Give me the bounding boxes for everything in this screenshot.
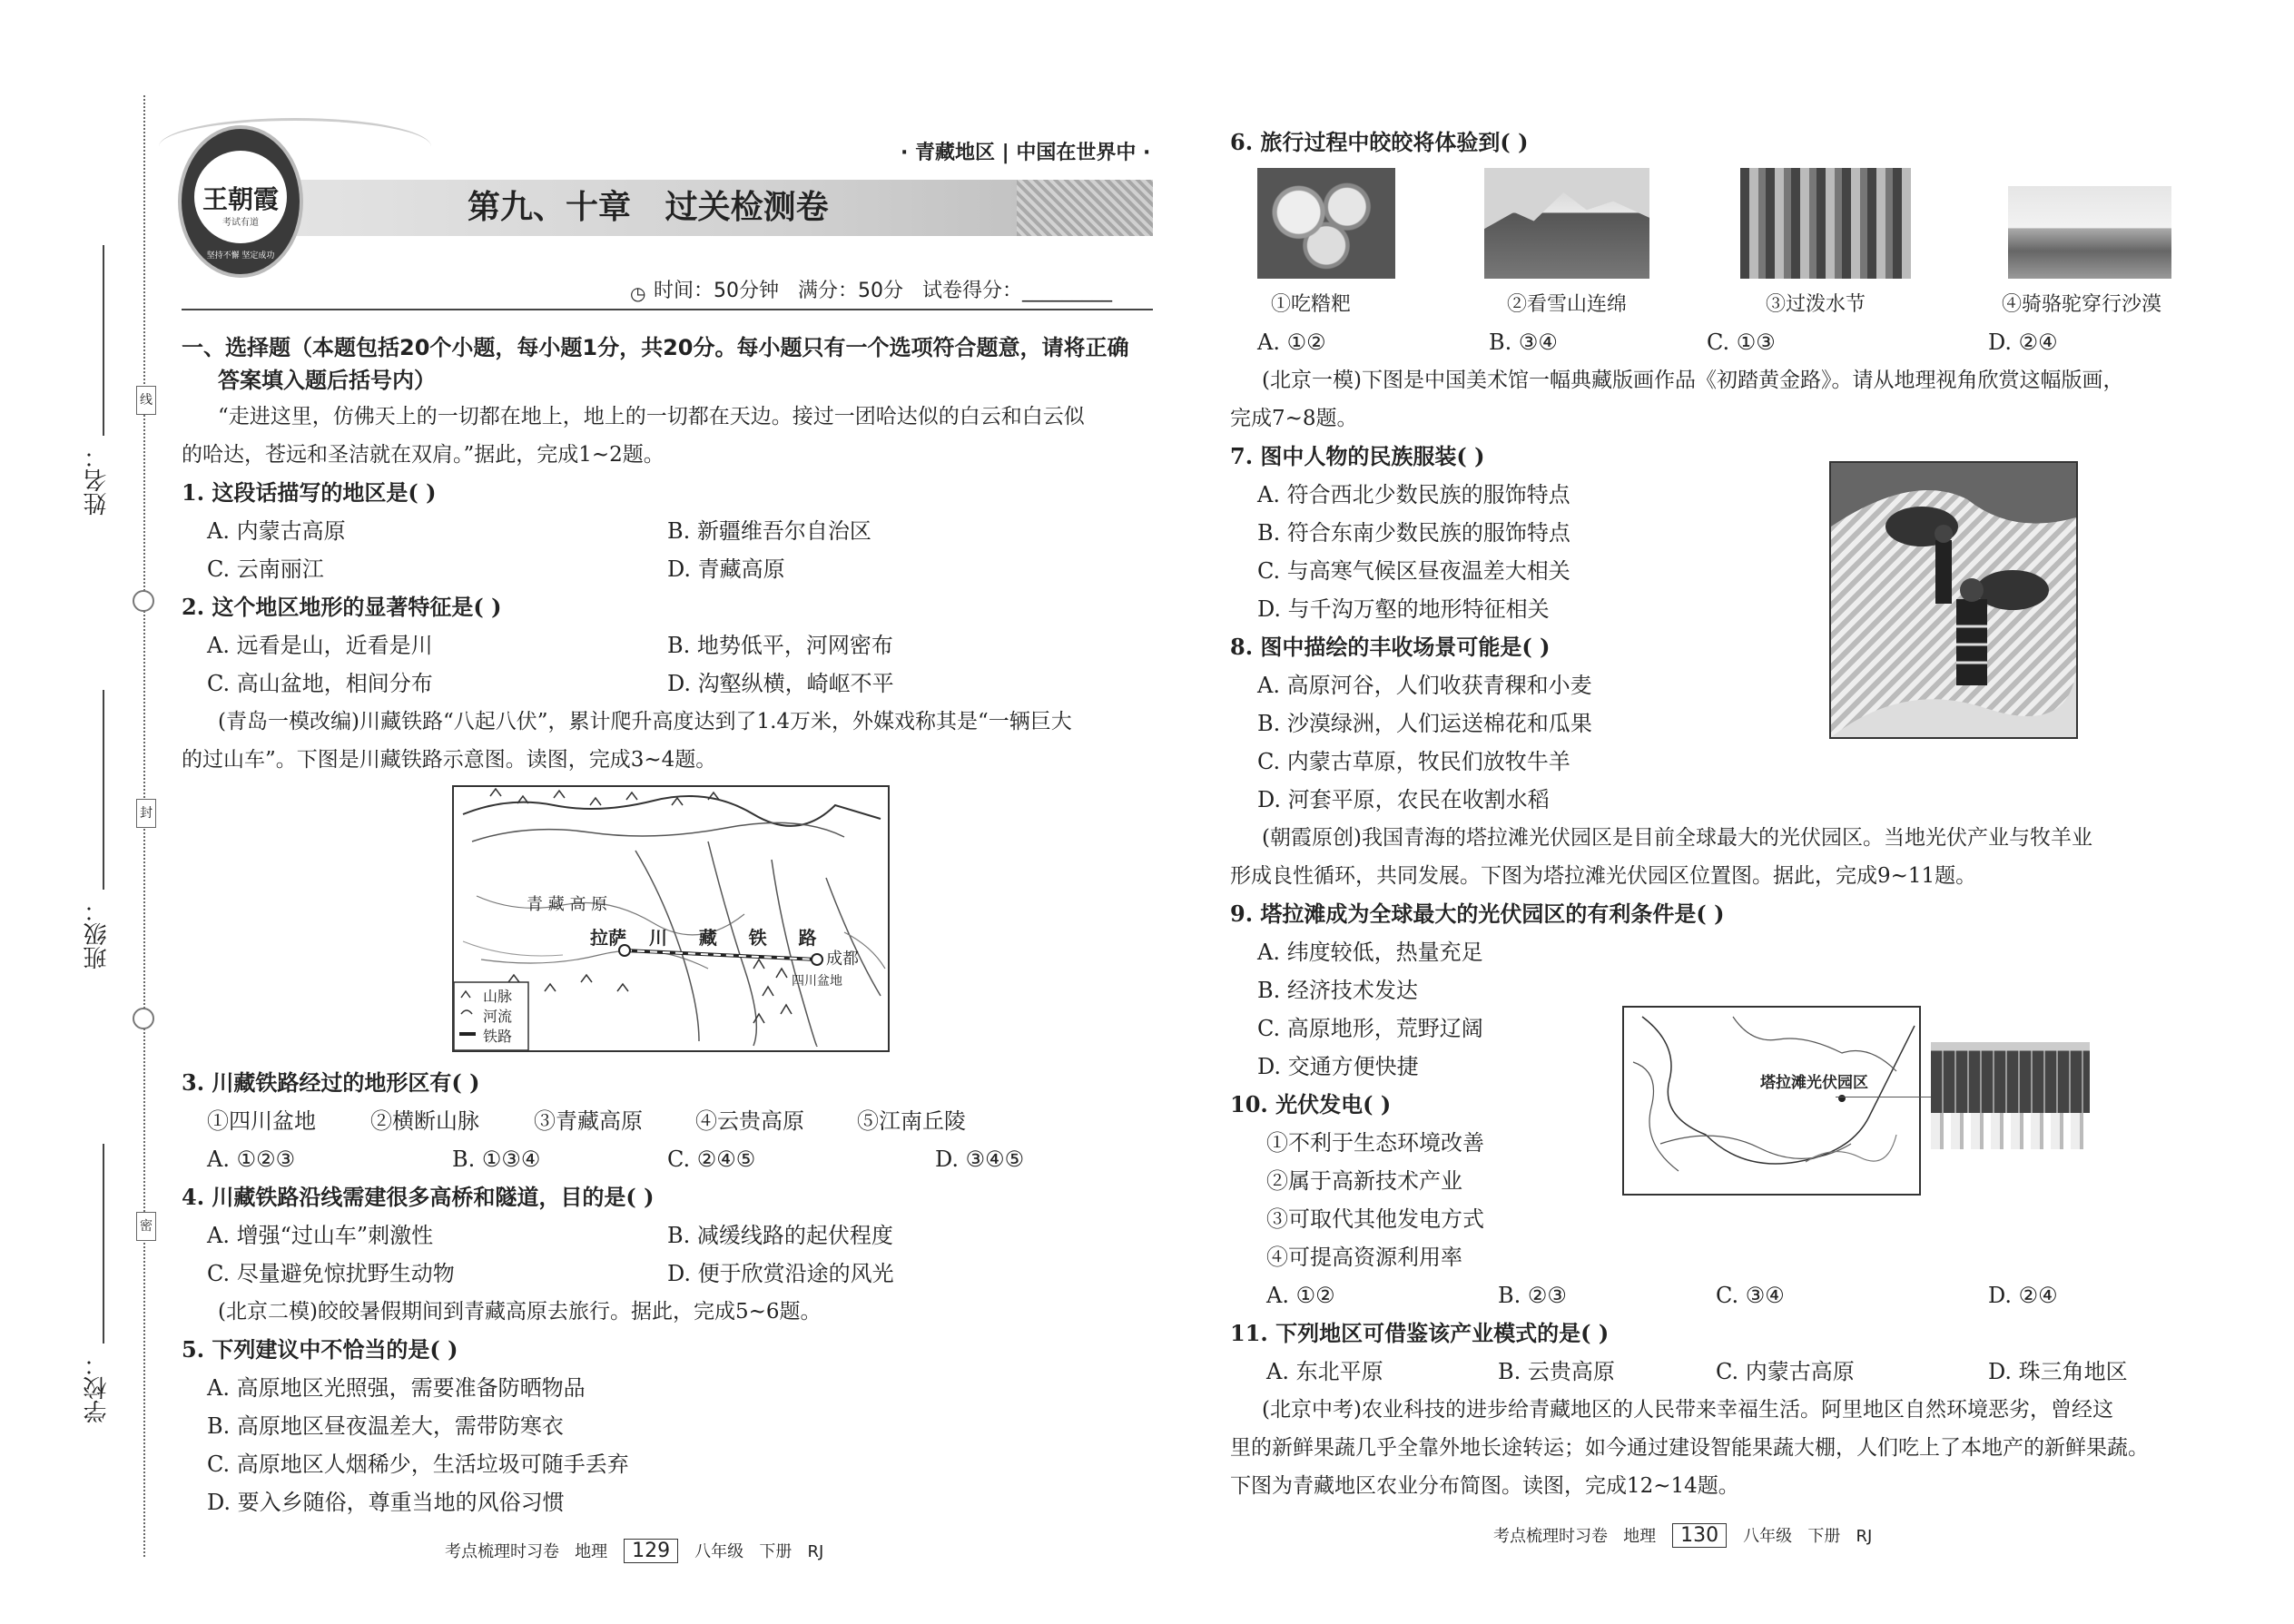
page-number-129: 129 [624, 1539, 678, 1563]
q9-option-d[interactable]: D. 交通方便快捷 [1257, 1054, 1419, 1079]
class-label: 班级： [84, 899, 111, 969]
question-6: 6. 旅行过程中皎皎将体验到( ) [1230, 129, 1529, 155]
passage-3: (北京二模)皎皎暑假期间到青藏高原去旅行。据此，完成5~6题。 [218, 1300, 822, 1324]
page-title: 第九、十章 过关检测卷 [468, 189, 829, 226]
photo-water-festival [1740, 168, 1911, 279]
q3-item-2: ②横断山脉 [370, 1108, 479, 1134]
time-info: 时间：50分钟 满分：50分 试卷得分：_________ [654, 280, 1112, 302]
q3-item-1: ①四川盆地 [207, 1108, 316, 1134]
q6-option-b[interactable]: B. ③④ [1489, 330, 1558, 355]
q6-caption-3: ③过泼水节 [1766, 293, 1866, 316]
school-blank[interactable] [103, 1144, 104, 1343]
photo-camel-desert [2008, 186, 2171, 279]
q7-option-a[interactable]: A. 符合西北少数民族的服饰特点 [1257, 482, 1570, 507]
header-rule [182, 309, 1153, 310]
q11-option-d[interactable]: D. 珠三角地区 [1988, 1359, 2128, 1384]
q1-option-b[interactable]: B. 新疆维吾尔自治区 [667, 518, 871, 544]
legend-river: 河流 [483, 1008, 513, 1025]
passage-6-cont: 里的新鲜果蔬几乎全靠外地长途转运；如今通过建设智能果蔬大棚，人们吃上了本地产的新鲜果蔬。 [1230, 1436, 2149, 1460]
q1-option-c[interactable]: C. 云南丽江 [207, 556, 324, 582]
map-label-lasa: 拉萨 [590, 927, 626, 949]
question-2: 2. 这个地区地形的显著特征是( ) [182, 594, 502, 620]
footer-grade: 八年级 下册 RJ [694, 1542, 824, 1561]
q9-option-a[interactable]: A. 纬度较低，热量充足 [1257, 940, 1483, 965]
footer-grade-right: 八年级 下册 RJ [1743, 1527, 1873, 1546]
header-checker [1017, 180, 1153, 236]
passage-5: (朝霞原创)我国青海的塔拉滩光伏园区是目前全球最大的光伏园区。当地光伏产业与牧羊业 [1262, 826, 2092, 850]
q3-item-4: ④云贵高原 [695, 1108, 804, 1134]
q10-option-b[interactable]: B. ②③ [1498, 1283, 1567, 1308]
map-label-plateau: 青 藏 高 原 [527, 895, 608, 914]
q5-option-c[interactable]: C. 高原地区人烟稀少，生活垃圾可随手丢弃 [207, 1452, 629, 1477]
logo-sub: 考试有道 [222, 218, 259, 228]
legend-rail: 铁路 [483, 1028, 513, 1045]
q7-option-c[interactable]: C. 与高寒气候区昼夜温差大相关 [1257, 558, 1570, 584]
map-label-basin: 四川盆地 [792, 974, 842, 989]
q6-option-c[interactable]: C. ①③ [1707, 330, 1776, 355]
question-7: 7. 图中人物的民族服装( ) [1230, 443, 1485, 469]
legend-mountain: 山脉 [483, 988, 513, 1005]
pv-photo [1931, 1042, 2090, 1149]
q1-option-d[interactable]: D. 青藏高原 [667, 556, 785, 582]
q7-option-b[interactable]: B. 符合东南少数民族的服饰特点 [1257, 520, 1570, 546]
q3-option-b[interactable]: B. ①③④ [452, 1147, 541, 1172]
woodcut-print [1829, 461, 2078, 739]
q3-option-c[interactable]: C. ②④⑤ [667, 1147, 756, 1172]
q9-option-b[interactable]: B. 经济技术发达 [1257, 978, 1418, 1003]
q10-item-2: ②属于高新技术产业 [1266, 1168, 1462, 1194]
q10-item-1: ①不利于生态环境改善 [1266, 1130, 1484, 1156]
q4-option-a[interactable]: A. 增强“过山车”刺激性 [207, 1223, 434, 1248]
q6-caption-1: ①吃糌粑 [1271, 293, 1352, 316]
q2-option-d[interactable]: D. 沟壑纵横，崎岖不平 [667, 671, 894, 696]
q5-option-b[interactable]: B. 高原地区昼夜温差大，需带防寒衣 [207, 1413, 564, 1439]
woodcut-figures [1831, 463, 2076, 737]
logo-badge [178, 125, 303, 278]
name-blank[interactable] [103, 245, 104, 436]
question-11: 11. 下列地区可借鉴该产业模式的是( ) [1230, 1320, 1610, 1346]
passage-1-cont: 的哈达，苍远和圣洁就在双肩。”据此，完成1~2题。 [182, 443, 665, 467]
q8-option-d[interactable]: D. 河套平原，农民在收割水稻 [1257, 787, 1550, 812]
footer-right-page [1493, 1523, 1872, 1548]
q11-option-b[interactable]: B. 云贵高原 [1498, 1359, 1615, 1384]
q9-option-c[interactable]: C. 高原地形，荒野辽阔 [1257, 1016, 1483, 1041]
footer-book-right: 考点梳理时习卷 地理 [1493, 1527, 1657, 1546]
question-9: 9. 塔拉滩成为全球最大的光伏园区的有利条件是( ) [1230, 901, 1725, 927]
question-10: 10. 光伏发电( ) [1230, 1091, 1392, 1117]
subject-tag: · 青藏地区 | 中国在世界中 · [901, 142, 1151, 164]
question-5: 5. 下列建议中不恰当的是( ) [182, 1336, 458, 1363]
q10-option-c[interactable]: C. ③④ [1716, 1283, 1785, 1308]
q5-option-a[interactable]: A. 高原地区光照强，需要准备防晒物品 [207, 1375, 586, 1401]
clock-icon: ◷ [630, 282, 646, 304]
q3-item-5: ⑤江南丘陵 [857, 1108, 966, 1134]
q10-option-d[interactable]: D. ②④ [1988, 1283, 2058, 1308]
q8-option-c[interactable]: C. 内蒙古草原，牧民们放牧牛羊 [1257, 749, 1570, 774]
passage-2: (青岛一模改编)川藏铁路“八起八伏”，累计爬升高度达到了1.4万米，外媒戏称其是“一辆巨大 [218, 710, 1072, 733]
passage-6-end: 下图为青藏地区农业分布简图。读图，完成12~14题。 [1230, 1474, 1739, 1498]
q10-item-4: ④可提高资源利用率 [1266, 1245, 1462, 1270]
pv-park-label: 塔拉滩光伏园区 [1760, 1074, 1868, 1092]
q3-option-d[interactable]: D. ③④⑤ [935, 1147, 1025, 1172]
seal-char-line: 线 [136, 386, 156, 415]
photo-snow-mountains [1484, 168, 1649, 279]
logo-text: 王朝霞 [202, 184, 279, 214]
passage-1: “走进这里，仿佛天上的一切都在地上，地上的一切都在天边。接过一团哈达似的白云和白云似 [218, 405, 1085, 428]
q4-option-d[interactable]: D. 便于欣赏沿途的风光 [667, 1261, 894, 1286]
footer-left-page [445, 1539, 823, 1563]
map-label-railway: 川 藏 铁 路 [649, 927, 817, 949]
q8-option-b[interactable]: B. 沙漠绿洲，人们运送棉花和瓜果 [1257, 711, 1592, 736]
q6-option-d[interactable]: D. ②④ [1988, 330, 2058, 355]
q11-option-c[interactable]: C. 内蒙古高原 [1716, 1359, 1855, 1384]
q6-caption-4: ④骑骆驼穿行沙漠 [2002, 293, 2162, 316]
q6-caption-2: ②看雪山连绵 [1507, 293, 1628, 316]
seal-char-secret: 密 [136, 1212, 156, 1241]
q10-item-3: ③可取代其他发电方式 [1266, 1206, 1484, 1232]
passage-5-cont: 形成良性循环，共同发展。下图为塔拉滩光伏园区位置图。据此，完成9~11题。 [1230, 864, 1977, 888]
pv-map-outline [1624, 1008, 1919, 1194]
q11-option-a[interactable]: A. 东北平原 [1266, 1359, 1383, 1384]
school-label: 学校： [84, 1353, 111, 1423]
question-1: 1. 这段话描写的地区是( ) [182, 479, 437, 506]
question-8: 8. 图中描绘的丰收场景可能是( ) [1230, 634, 1551, 660]
railway-map [452, 785, 890, 1052]
q4-option-b[interactable]: B. 减缓线路的起伏程度 [667, 1223, 893, 1248]
q3-item-3: ③青藏高原 [534, 1108, 643, 1134]
section-heading: 一、选择题（本题包括20个小题，每小题1分，共20分。每小题只有一个选项符合题意，请将正确 [182, 335, 1129, 360]
footer-book: 考点梳理时习卷 地理 [445, 1542, 608, 1561]
page-number-130: 130 [1672, 1523, 1727, 1548]
q2-option-c[interactable]: C. 高山盆地，相间分布 [207, 671, 433, 696]
passage-4-cont: 完成7~8题。 [1230, 407, 1358, 430]
q6-option-a[interactable]: A. ①② [1257, 330, 1326, 355]
q2-option-a[interactable]: A. 远看是山，近看是川 [207, 633, 433, 658]
railway-map-drawing [454, 787, 888, 1050]
q8-option-a[interactable]: A. 高原河谷，人们收获青稞和小麦 [1257, 673, 1592, 698]
q4-option-c[interactable]: C. 尽量避免惊扰野生动物 [207, 1261, 455, 1286]
question-4: 4. 川藏铁路沿线需建很多高桥和隧道，目的是( ) [182, 1184, 655, 1210]
q2-option-b[interactable]: B. 地势低平，河网密布 [667, 633, 893, 658]
name-label: 姓名： [84, 445, 111, 516]
q3-option-a[interactable]: A. ①②③ [207, 1147, 296, 1172]
q1-option-a[interactable]: A. 内蒙古高原 [207, 518, 346, 544]
section-heading-cont: 答案填入题后括号内） [218, 368, 436, 393]
q7-option-d[interactable]: D. 与千沟万壑的地形特征相关 [1257, 596, 1550, 622]
question-3: 3. 川藏铁路经过的地形区有( ) [182, 1069, 480, 1096]
q10-option-a[interactable]: A. ①② [1266, 1283, 1335, 1308]
logo-motto: 坚持不懈 坚定成功 [206, 251, 275, 261]
photo-tsampa [1257, 168, 1395, 279]
class-blank[interactable] [103, 690, 104, 890]
binding-circle-1 [133, 590, 154, 612]
pv-location-map [1622, 1006, 1921, 1196]
map-label-chengdu: 成都 [826, 950, 859, 969]
seal-char-seal: 封 [136, 799, 156, 828]
binding-circle-2 [133, 1008, 154, 1029]
passage-2-cont: 的过山车”。下图是川藏铁路示意图。读图，完成3~4题。 [182, 748, 717, 772]
passage-6: (北京中考)农业科技的进步给青藏地区的人民带来幸福生活。阿里地区自然环境恶劣，曾经这 [1262, 1398, 2113, 1422]
q5-option-d[interactable]: D. 要入乡随俗，尊重当地的风俗习惯 [207, 1490, 565, 1515]
passage-4: (北京一模)下图是中国美术馆一幅典藏版画作品《初踏黄金路》。请从地理视角欣赏这幅版画， [1262, 369, 2124, 392]
